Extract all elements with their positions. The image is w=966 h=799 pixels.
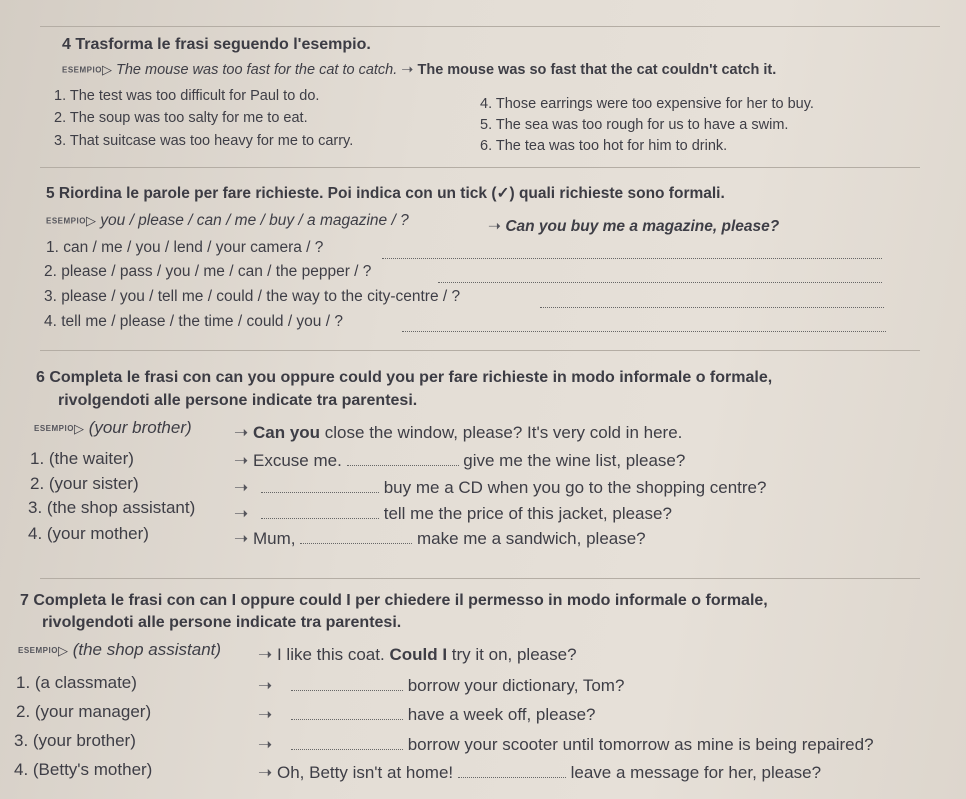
divider bbox=[40, 578, 920, 579]
example-answer-line bbox=[258, 645, 577, 665]
item-lead: Mum, bbox=[252, 529, 296, 548]
arrow-icon: ➝ bbox=[258, 676, 273, 695]
item-person: 1. (the waiter) bbox=[30, 449, 134, 468]
item-words: 1. can / me / you / lend / your camera / ? bbox=[46, 239, 324, 256]
item-sentence bbox=[234, 504, 672, 524]
example-prompt: The mouse was too fast for the cat to catch. bbox=[115, 62, 398, 78]
item-sentence bbox=[258, 705, 595, 725]
list-item: 3. That suitcase was too heavy for me to carry. bbox=[54, 133, 354, 149]
example-tag: ESEMPIO bbox=[18, 646, 58, 656]
arrow-icon: ➝ bbox=[258, 645, 273, 664]
item-person: 1. (a classmate) bbox=[16, 673, 137, 692]
item-person: 3. (your brother) bbox=[14, 731, 136, 750]
list-item bbox=[44, 313, 343, 331]
item-rest: borrow your scooter until tomorrow as mine is being repaired? bbox=[407, 735, 874, 754]
item-rest: leave a message for her, please? bbox=[570, 763, 822, 782]
item-words: 3. please / you / tell me / could / the way to the city-centre / ? bbox=[44, 288, 461, 305]
item-sentence bbox=[258, 763, 821, 783]
list-item: 2. The soup was too salty for me to eat. bbox=[54, 110, 308, 126]
example-line bbox=[18, 640, 221, 660]
exercise-6-title-line1: 6 Completa le frasi con can you oppure could you per fare richieste in modo informale o formale, bbox=[36, 369, 773, 386]
answer-blank[interactable] bbox=[291, 718, 403, 720]
arrow-icon: ➝ bbox=[234, 529, 249, 548]
exercise-7-title-line2: rivolgendoti alle persone indicate tra parentesi. bbox=[42, 614, 402, 631]
item-sentence bbox=[234, 478, 766, 498]
item-rest: make me a sandwich, please? bbox=[416, 529, 646, 548]
list-item bbox=[44, 288, 460, 306]
item-person: 4. (Betty's mother) bbox=[14, 760, 153, 779]
answer-blank[interactable] bbox=[540, 306, 884, 308]
arrow-icon: ➝ bbox=[488, 218, 501, 235]
arrow-icon: ➝ bbox=[234, 478, 249, 497]
exercise-6-title-line2: rivolgendoti alle persone indicate tra parentesi. bbox=[58, 392, 418, 409]
example-answer-line bbox=[488, 217, 779, 236]
exercise-4-title: 4 Trasforma le frasi seguendo l'esempio. bbox=[62, 36, 371, 53]
example-answer: The mouse was so fast that the cat couldn't catch it. bbox=[417, 62, 777, 78]
item-lead: Oh, Betty isn't at home! bbox=[276, 763, 454, 782]
example-answer: Can you buy me a magazine, please? bbox=[505, 218, 780, 235]
answer-blank[interactable] bbox=[347, 464, 459, 466]
example-answer-rest: try it on, please? bbox=[451, 645, 577, 664]
arrow-icon: ➝ bbox=[258, 735, 273, 754]
list-item: 1. The test was too difficult for Paul to do. bbox=[54, 88, 320, 104]
triangle-icon: ▷ bbox=[73, 421, 84, 436]
arrow-icon: ➝ bbox=[234, 504, 249, 523]
item-person: 4. (your mother) bbox=[28, 524, 149, 543]
example-tag: ESEMPIO bbox=[62, 65, 102, 75]
answer-blank[interactable] bbox=[402, 330, 886, 332]
triangle-icon: ▷ bbox=[101, 62, 112, 77]
example-line bbox=[46, 212, 409, 230]
item-rest: give me the wine list, please? bbox=[463, 451, 686, 470]
item-words: 2. please / pass / you / me / can / the pepper / ? bbox=[44, 263, 372, 280]
arrow-icon: ➝ bbox=[258, 705, 273, 724]
item-sentence bbox=[234, 529, 646, 549]
item-person: 2. (your manager) bbox=[16, 702, 152, 721]
answer-blank[interactable] bbox=[291, 748, 403, 750]
exercise-5-title: 5 Riordina le parole per fare richieste. Poi indica con un tick (✓) quali richieste sono formali. bbox=[46, 185, 725, 202]
example-line bbox=[34, 418, 192, 438]
item-sentence bbox=[258, 735, 874, 755]
example-answer-rest: close the window, please? It's very cold in here. bbox=[324, 423, 683, 442]
item-rest: have a week off, please? bbox=[407, 705, 596, 724]
item-sentence bbox=[234, 451, 685, 471]
item-sentence bbox=[258, 676, 624, 696]
example-line bbox=[62, 62, 776, 78]
item-words: 4. tell me / please / the time / could / you / ? bbox=[44, 313, 343, 330]
triangle-icon: ▷ bbox=[57, 643, 68, 658]
divider bbox=[40, 26, 940, 27]
example-prompt: you / please / can / me / buy / a magazine / ? bbox=[100, 212, 409, 229]
item-person: 3. (the shop assistant) bbox=[28, 498, 196, 517]
item-rest: tell me the price of this jacket, please? bbox=[383, 504, 672, 523]
list-item: 6. The tea was too hot for him to drink. bbox=[480, 138, 728, 154]
arrow-icon: ➝ bbox=[234, 423, 249, 442]
answer-blank[interactable] bbox=[261, 491, 379, 493]
arrow-icon: ➝ bbox=[234, 451, 249, 470]
list-item bbox=[46, 239, 323, 257]
list-item: 5. The sea was too rough for us to have a swim. bbox=[480, 117, 789, 133]
list-item: 4. Those earrings were too expensive for her to buy. bbox=[480, 96, 814, 112]
answer-blank[interactable] bbox=[291, 689, 403, 691]
triangle-icon: ▷ bbox=[85, 213, 96, 228]
example-person: (your brother) bbox=[88, 418, 192, 437]
arrow-icon: ➝ bbox=[401, 62, 414, 78]
divider bbox=[40, 350, 920, 351]
example-person: (the shop assistant) bbox=[72, 640, 222, 659]
answer-blank[interactable] bbox=[382, 257, 882, 259]
example-answer-bold: Could I bbox=[389, 645, 448, 664]
arrow-icon: ➝ bbox=[258, 763, 273, 782]
answer-blank[interactable] bbox=[438, 281, 882, 283]
item-rest: buy me a CD when you go to the shopping centre? bbox=[383, 478, 767, 497]
example-answer-pre: I like this coat. bbox=[276, 645, 385, 664]
item-rest: borrow your dictionary, Tom? bbox=[407, 676, 625, 695]
answer-blank[interactable] bbox=[458, 776, 566, 778]
example-answer-bold: Can you bbox=[252, 423, 321, 442]
item-person: 2. (your sister) bbox=[30, 474, 139, 493]
example-answer-line bbox=[234, 423, 682, 443]
item-lead: Excuse me. bbox=[252, 451, 342, 470]
list-item bbox=[44, 263, 371, 281]
divider bbox=[40, 167, 920, 168]
example-tag: ESEMPIO bbox=[34, 424, 74, 434]
answer-blank[interactable] bbox=[261, 517, 379, 519]
exercise-7-title-line1: 7 Completa le frasi con can I oppure could I per chiedere il permesso in modo informale o formale, bbox=[20, 592, 768, 609]
example-tag: ESEMPIO bbox=[46, 216, 86, 226]
answer-blank[interactable] bbox=[300, 542, 412, 544]
